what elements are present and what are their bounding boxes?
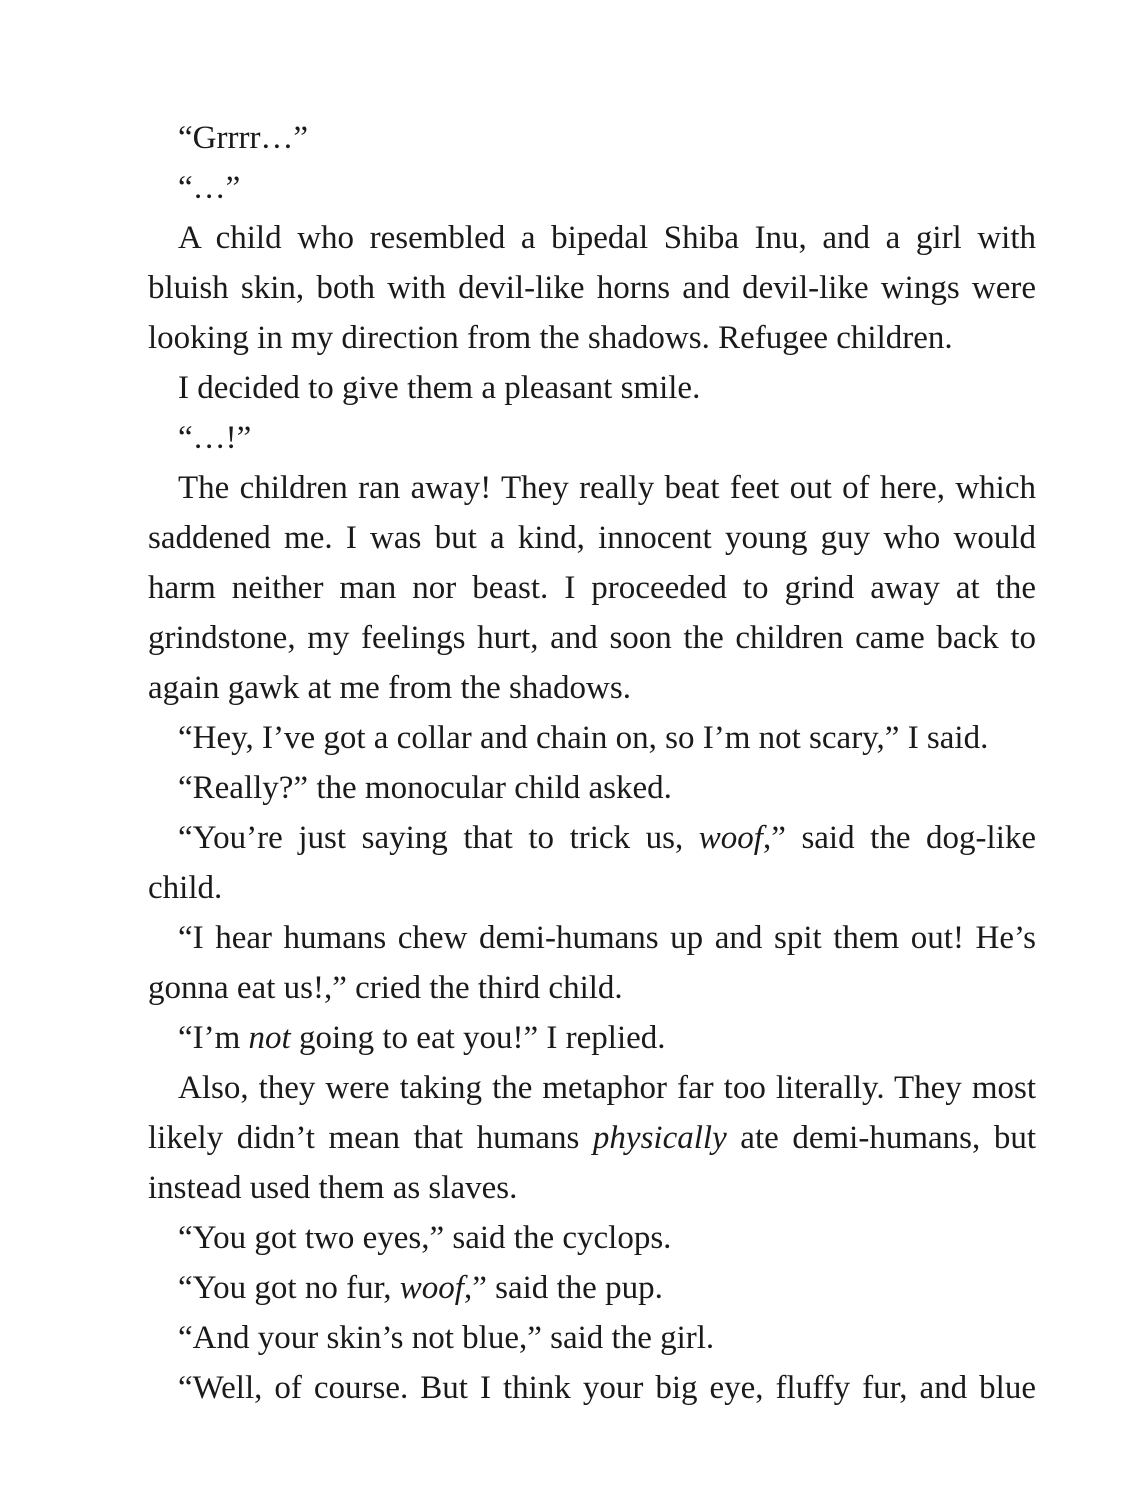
paragraph [148,1213,1036,1263]
text-run: “Hey, I’ve got a collar and chain on, so I’m not scary,” I said. [178,720,989,756]
paragraph [148,763,1036,813]
paragraph [148,113,1036,163]
paragraph [148,413,1036,463]
paragraph [148,363,1036,413]
text-run: “You got two eyes,” said the cyclops. [178,1220,672,1256]
text-run: “Grrrr…” [178,120,309,156]
text-run: going to eat you!” I replied. [290,1020,666,1056]
paragraph [148,813,1036,913]
italic-text: not [248,1020,291,1056]
italic-text: physically [592,1120,727,1156]
paragraph [148,1363,1036,1413]
paragraph [148,163,1036,213]
paragraph [148,1063,1036,1213]
paragraph [148,913,1036,1013]
text-run: ,” said the pup. [463,1270,663,1306]
text-run: ,” said the dog-like child. [148,820,1037,906]
text-run: “Really?” the monocular child asked. [178,770,672,806]
paragraph [148,463,1036,713]
text-run: “I hear humans chew demi-humans up and spit them out! He’s gonna eat us!,” cried the third child. [148,920,1036,1006]
text-run: “…” [178,170,241,206]
text-run: The children ran away! They really beat feet out of here, which saddened me. I was but a kind, innocent young guy who would harm neither man nor beast. I proceeded to grind away at the grindstone, my feelings hurt, and soon the children came back to again gawk at me from the shadows. [148,470,1036,706]
italic-text: woof [698,820,763,856]
paragraph [148,1263,1036,1313]
text-run: “You got no fur, [178,1270,400,1306]
text-run: Also, they were taking the metaphor far too literally. They most likely didn’t mean that humans [148,1070,1036,1156]
paragraph [148,1313,1036,1363]
paragraph [148,713,1036,763]
paragraph [148,1013,1036,1063]
text-run: “…!” [178,420,252,456]
italic-text: woof [399,1270,464,1306]
paragraph [148,213,1036,363]
text-run: A child who resembled a bipedal Shiba Inu, and a girl with bluish skin, both with devil-like horns and devil-like wings were looking in my direction from the shadows. Refugee children. [148,220,1036,356]
text-run: I decided to give them a pleasant smile. [178,370,701,406]
text-run: ate demi-humans, but instead used them as slaves. [148,1120,1036,1206]
text-run: “I’m [178,1020,249,1056]
text-run: “Well, of course. But I think your big eye, fluffy fur, and blue [178,1370,1036,1406]
text-run: “You’re just saying that to trick us, [178,820,699,856]
text-run: “And your skin’s not blue,” said the girl. [178,1320,715,1356]
page-body [148,113,1036,1413]
